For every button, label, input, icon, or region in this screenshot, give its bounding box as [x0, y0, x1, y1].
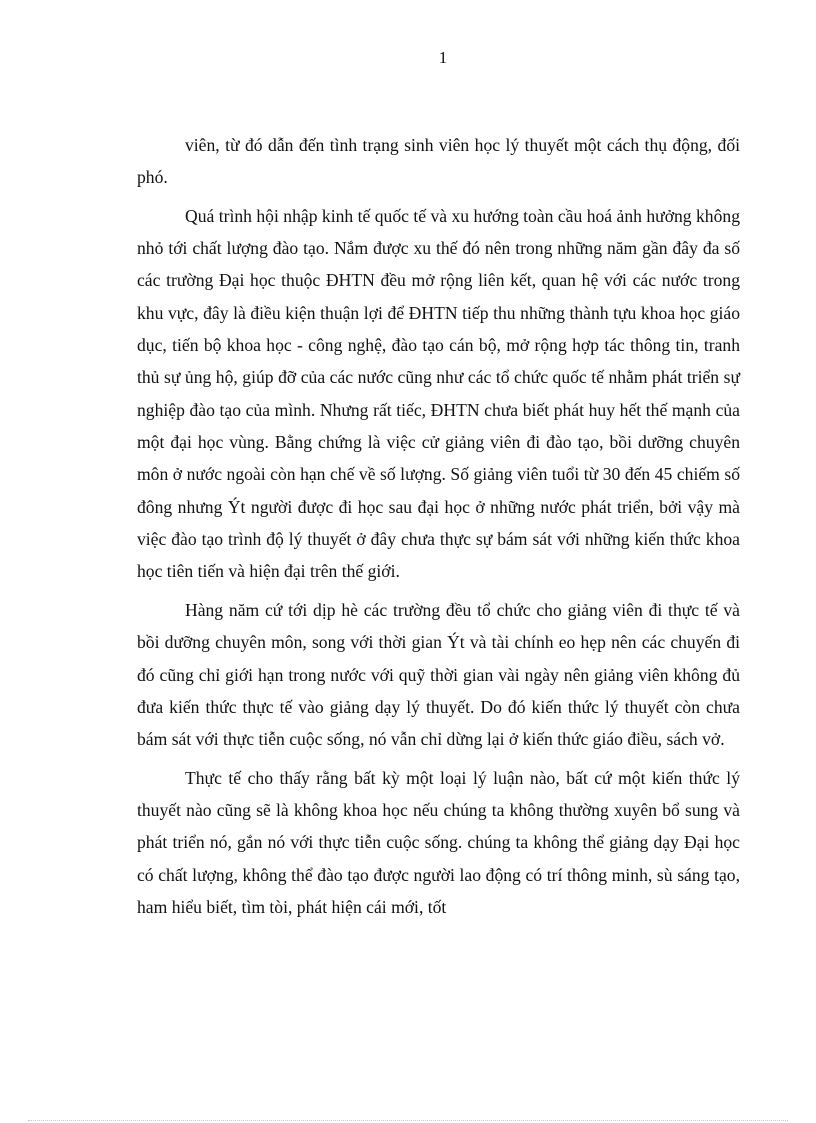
paragraph-3: Hàng năm cứ tới dịp hè các trường đều tổ chức cho giảng viên đi thực tế và bồi dưỡng chuyên môn, song với thời gian Ýt và tài chính eo hẹp nên các chuyến đi đó cũng chỉ giới hạn trong nước với quỹ thời gian vài ngày nên giảng viên không đủ đưa kiến thức thực tế vào giảng dạy lý thuyết. Do đó kiến thức lý thuyết còn chưa bám sát với thực tiễn cuộc sống, nó vẫn chỉ dừng lại ở kiến thức giáo điều, sách vở. [137, 599, 740, 750]
page-bottom-border [28, 1120, 788, 1121]
paragraph-2: Quá trình hội nhập kinh tế quốc tế và xu hướng toàn cầu hoá ảnh hưởng không nhỏ tới chất lượng đào tạo. Nắm được xu thế đó nên trong những năm gần đây đa số các trường Đại học thuộc ĐHTN đều mở rộng liên kết, quan hệ với các nước trong khu vực, đây là điều kiện thuận lợi để ĐHTN tiếp thu những thành tựu khoa học giáo dục, tiến bộ khoa học - công nghệ, đào tạo cán bộ, mở rộng hợp tác thông tin, tranh thủ sự ủng hộ, giúp đỡ của các nước cũng như các tổ chức quốc tế nhằm phát triển sự nghiệp đào tạo của mình. Nhưng rất tiếc, ĐHTN chưa biết phát huy hết thế mạnh của một đại học vùng. Bằng chứng là việc cử giảng viên đi đào tạo, bồi dưỡng chuyên môn ở nước ngoài còn hạn chế về số lượng. Số giảng viên tuổi từ 30 đến 45 chiếm số đông nhưng Ýt người được đi học sau đại học ở những nước phát triển, bởi vậy mà việc đào tạo trình độ lý thuyết ở đây chưa thực sự bám sát với những kiến thức khoa học tiên tiến và hiện đại trên thế giới. [137, 205, 740, 582]
body-text [137, 129, 740, 929]
page-number: 1 [438, 48, 448, 67]
paragraph-1: viên, từ đó dẫn đến tình trạng sinh viên học lý thuyết một cách thụ động, đối phó. [137, 135, 740, 188]
paragraph-4: Thực tế cho thấy rằng bất kỳ một loại lý luận nào, bất cứ một kiến thức lý thuyết nào cũng sẽ là không khoa học nếu chúng ta không thường xuyên bổ sung và phát triển nó, gắn nó với thực tiễn cuộc sống. chúng ta không thể giảng dạy Đại học có chất lượng, không thể đào tạo được người lao động có trí thông minh, sù sáng tạo, ham hiểu biết, tìm tòi, phát hiện cái mới, tốt [137, 767, 740, 917]
